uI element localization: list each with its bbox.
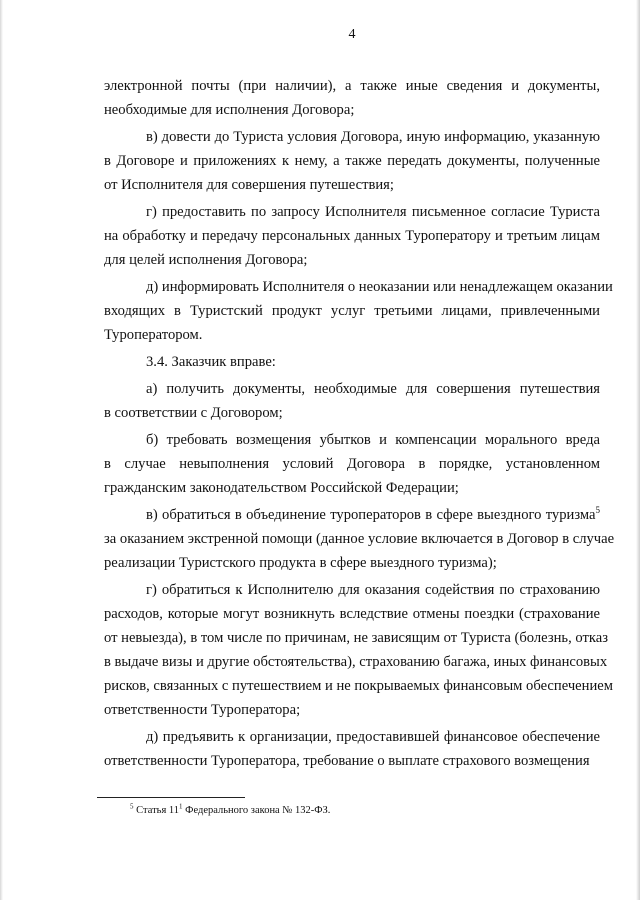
paragraph — [104, 428, 600, 500]
paragraph-line: входящих в Туристский продукт услуг третьими лицами, привлеченными — [104, 303, 600, 319]
scan-edge-right — [636, 0, 640, 900]
paragraph-line: расходов, которые могут возникнуть вследствие отмены поездки (страхование — [104, 606, 600, 622]
paragraph-line: гражданским законодательством Российской Федерации; — [104, 480, 459, 496]
paragraph — [104, 503, 615, 575]
footnote-article-sup: 1 — [179, 802, 183, 811]
paragraph — [104, 350, 600, 374]
paragraph — [104, 275, 613, 347]
footnote-marker: 5 — [130, 802, 134, 811]
paragraph-line: в) довести до Туриста условия Договора, иную информацию, указанную — [146, 129, 600, 145]
paragraph-line: в случае невыполнения условий Договора в порядке, установленном — [104, 456, 600, 472]
paragraph-line: на обработку и передачу персональных данных Туроператору и третьим лицам — [104, 228, 600, 244]
paragraph-line: д) предъявить к организации, предоставившей финансовое обеспечение — [146, 729, 600, 745]
paragraph-line: для целей исполнения Договора; — [104, 252, 308, 268]
paragraph — [104, 125, 600, 197]
paragraph-line: г) предоставить по запросу Исполнителя письменное согласие Туриста — [146, 204, 600, 220]
paragraph-line: реализации Туристского продукта в сфере выездного туризма); — [104, 555, 497, 571]
paragraph-line: Туроператором. — [104, 327, 203, 343]
paragraph-line: 3.4. Заказчик вправе: — [146, 354, 276, 370]
paragraph-line: ответственности Туроператора, требование о выплате страхового возмещения — [104, 753, 590, 769]
paragraph-line: а) получить документы, необходимые для совершения путешествия — [146, 381, 600, 397]
paragraph — [104, 725, 600, 773]
paragraph-line: г) обратиться к Исполнителю для оказания содействия по страхованию — [146, 582, 600, 598]
footnote — [130, 802, 331, 816]
paragraph-line: в соответствии с Договором; — [104, 405, 283, 421]
paragraph-line: ответственности Туроператора; — [104, 702, 301, 718]
paragraph-line: рисков, связанных с путешествием и не покрываемых финансовым обеспечением — [104, 678, 613, 694]
footnote-text-before: Статья 11 — [133, 805, 180, 816]
paragraph — [104, 200, 600, 272]
paragraph-line: в) обратиться в объединение туроператоров в сфере выездного туризма$^5$ — [146, 505, 600, 523]
paragraph-line: от Исполнителя для совершения путешествия; — [104, 177, 394, 193]
paragraph-line: необходимые для исполнения Договора; — [104, 102, 355, 118]
paragraph-line: от невыезда), в том числе по причинам, не зависящим от Туриста (болезнь, отказ — [104, 630, 608, 646]
paragraph — [104, 578, 613, 722]
footnote-reference: 5 — [595, 505, 600, 516]
scan-edge-left — [0, 0, 3, 900]
footnote-separator — [97, 797, 245, 798]
paragraph — [104, 377, 600, 425]
paragraph-line: д) информировать Исполнителя о неоказании или ненадлежащем оказании — [146, 279, 613, 295]
paragraph-line: электронной почты (при наличии), а также иные сведения и документы, — [104, 78, 600, 94]
paragraph-line: в Договоре и приложениях к нему, а также передать документы, полученные — [104, 153, 600, 169]
footnote-text-after: Федерального закона № 132-ФЗ. — [182, 805, 331, 816]
paragraph-line: б) требовать возмещения убытков и компенсации морального вреда — [146, 432, 600, 448]
document-body — [104, 74, 615, 776]
paragraph-line: за оказанием экстренной помощи (данное условие включается в Договор в случае — [104, 531, 615, 547]
page-number: 4 — [348, 27, 356, 42]
paragraph-line: в выдаче визы и другие обстоятельства), страхованию багажа, иных финансовых — [104, 654, 608, 670]
paragraph — [104, 74, 600, 122]
